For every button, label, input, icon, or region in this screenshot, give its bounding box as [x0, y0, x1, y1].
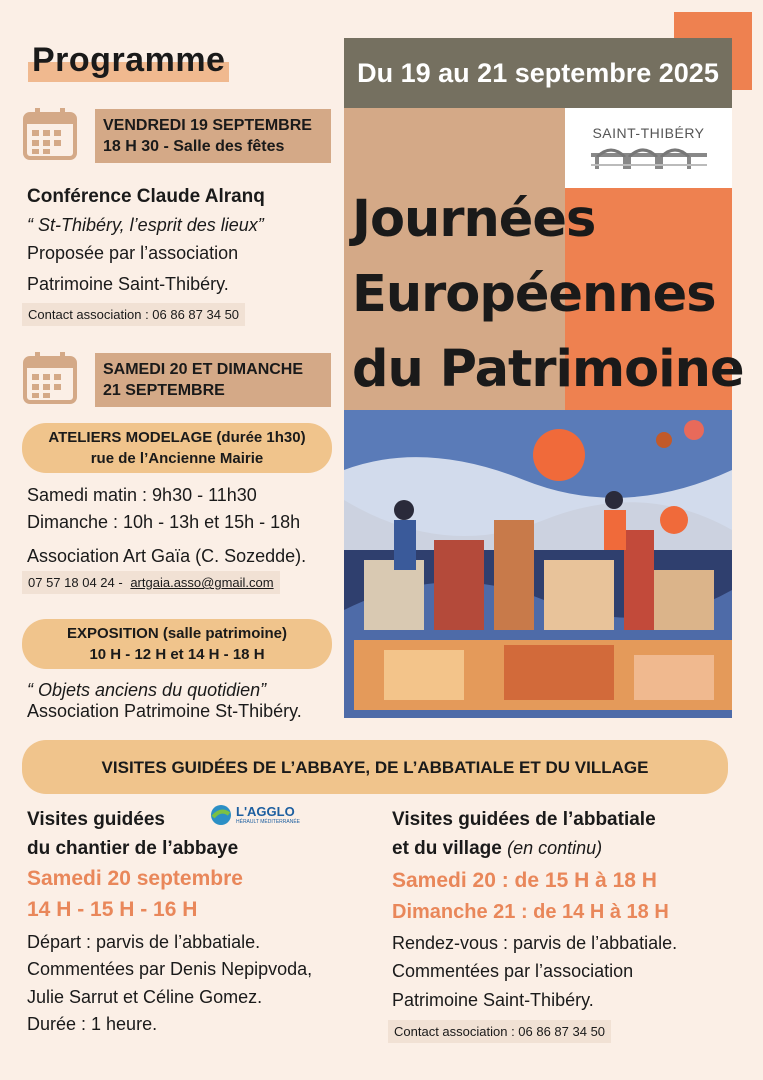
agglo-subtext: HÉRAULT MÉDITERRANÉE — [236, 819, 300, 825]
weekend-date-line-1: SAMEDI 20 ET DIMANCHE — [103, 361, 304, 378]
agglo-logo — [210, 804, 300, 826]
left-visit-date: Samedi 20 septembre — [27, 867, 243, 890]
vendredi-contact: Contact association : 06 86 87 34 50 — [22, 303, 245, 326]
ateliers-pill — [22, 423, 332, 473]
exposition-association: Association Patrimoine St-Thibéry. — [27, 701, 302, 721]
main-title — [352, 182, 744, 407]
logo-text: SAINT-THIBÉRY — [592, 125, 705, 141]
right-visit-line-3: Patrimoine Saint-Thibéry. — [392, 990, 594, 1010]
right-visit-title-2-italic: (en continu) — [507, 838, 603, 858]
agglo-emblem-icon — [210, 804, 232, 826]
left-visit-line-4: Durée : 1 heure. — [27, 1014, 158, 1034]
ateliers-line-1: ATELIERS MODELAGE (durée 1h30) — [48, 429, 306, 446]
right-visit-title-2 — [392, 835, 602, 862]
vendredi-date-line-2: 18 H 30 - Salle des fêtes — [103, 138, 285, 155]
ateliers-line-2: rue de l’Ancienne Mairie — [90, 450, 264, 467]
conference-subtitle: “ St-Thibéry, l’esprit des lieux” — [27, 215, 264, 235]
conference-proposed-1: Proposée par l’association — [27, 243, 239, 263]
left-visit-line-1: Départ : parvis de l’abbatiale. — [27, 932, 261, 952]
left-visit-line-3: Julie Sarrut et Céline Gomez. — [27, 987, 263, 1007]
ateliers-dimanche: Dimanche : 10h - 13h et 15h - 18h — [27, 512, 301, 532]
right-visit-dimanche: Dimanche 21 : de 14 H à 18 H — [392, 901, 669, 923]
main-title-line-1: Journées — [352, 190, 596, 249]
weekend-date-label — [95, 353, 331, 407]
visites-banner: VISITES GUIDÉES DE L’ABBAYE, DE L’ABBATIALE ET DU VILLAGE — [22, 740, 728, 794]
left-visit-line-2: Commentées par Denis Nepipvoda, — [27, 959, 313, 979]
agglo-text: L'AGGLO — [236, 804, 295, 819]
right-visit-samedi: Samedi 20 : de 15 H à 18 H — [392, 869, 657, 892]
ateliers-phone: 07 57 18 04 24 - — [28, 575, 123, 590]
conference-title: Conférence Claude Alranq — [27, 186, 265, 207]
left-visit-times: 14 H - 15 H - 16 H — [27, 898, 198, 921]
right-visit-title-2-text: et du village — [392, 838, 502, 859]
calendar-icon — [22, 350, 78, 406]
heritage-city-illustration — [344, 410, 732, 718]
date-range-banner: Du 19 au 21 septembre 2025 — [344, 38, 732, 108]
bridge-icon — [589, 141, 709, 171]
exposition-title: “ Objets anciens du quotidien” — [27, 680, 267, 700]
ateliers-contact — [22, 571, 280, 594]
left-visit-title-1: Visites guidées — [27, 809, 165, 830]
main-title-line-2: Européennes — [352, 265, 716, 324]
right-visit-line-1: Rendez-vous : parvis de l’abbatiale. — [392, 933, 678, 953]
ateliers-association: Association Art Gaïa (C. Sozedde). — [27, 546, 307, 566]
right-visit-title-1: Visites guidées de l’abbatiale — [392, 809, 656, 830]
vendredi-date-label — [95, 109, 331, 163]
exposition-pill — [22, 619, 332, 669]
left-visit-title-2: du chantier de l’abbaye — [27, 838, 239, 859]
exposition-line-2: 10 H - 12 H et 14 H - 18 H — [89, 646, 265, 663]
exposition-line-1: EXPOSITION (salle patrimoine) — [66, 625, 288, 642]
right-visit-contact: Contact association : 06 86 87 34 50 — [388, 1020, 611, 1043]
main-title-line-3: du Patrimoine — [352, 340, 744, 399]
weekend-date-line-2: 21 SEPTEMBRE — [103, 382, 225, 399]
programme-title: Programme — [28, 38, 229, 82]
calendar-icon — [22, 106, 78, 162]
ateliers-samedi: Samedi matin : 9h30 - 11h30 — [27, 485, 257, 505]
conference-proposed-2: Patrimoine Saint-Thibéry. — [27, 274, 229, 294]
right-visit-line-2: Commentées par l’association — [392, 961, 634, 981]
ateliers-email-link[interactable]: artgaia.asso@gmail.com — [130, 575, 274, 590]
vendredi-date-line-1: VENDREDI 19 SEPTEMBRE — [103, 117, 312, 134]
saint-thibery-logo — [565, 108, 732, 188]
